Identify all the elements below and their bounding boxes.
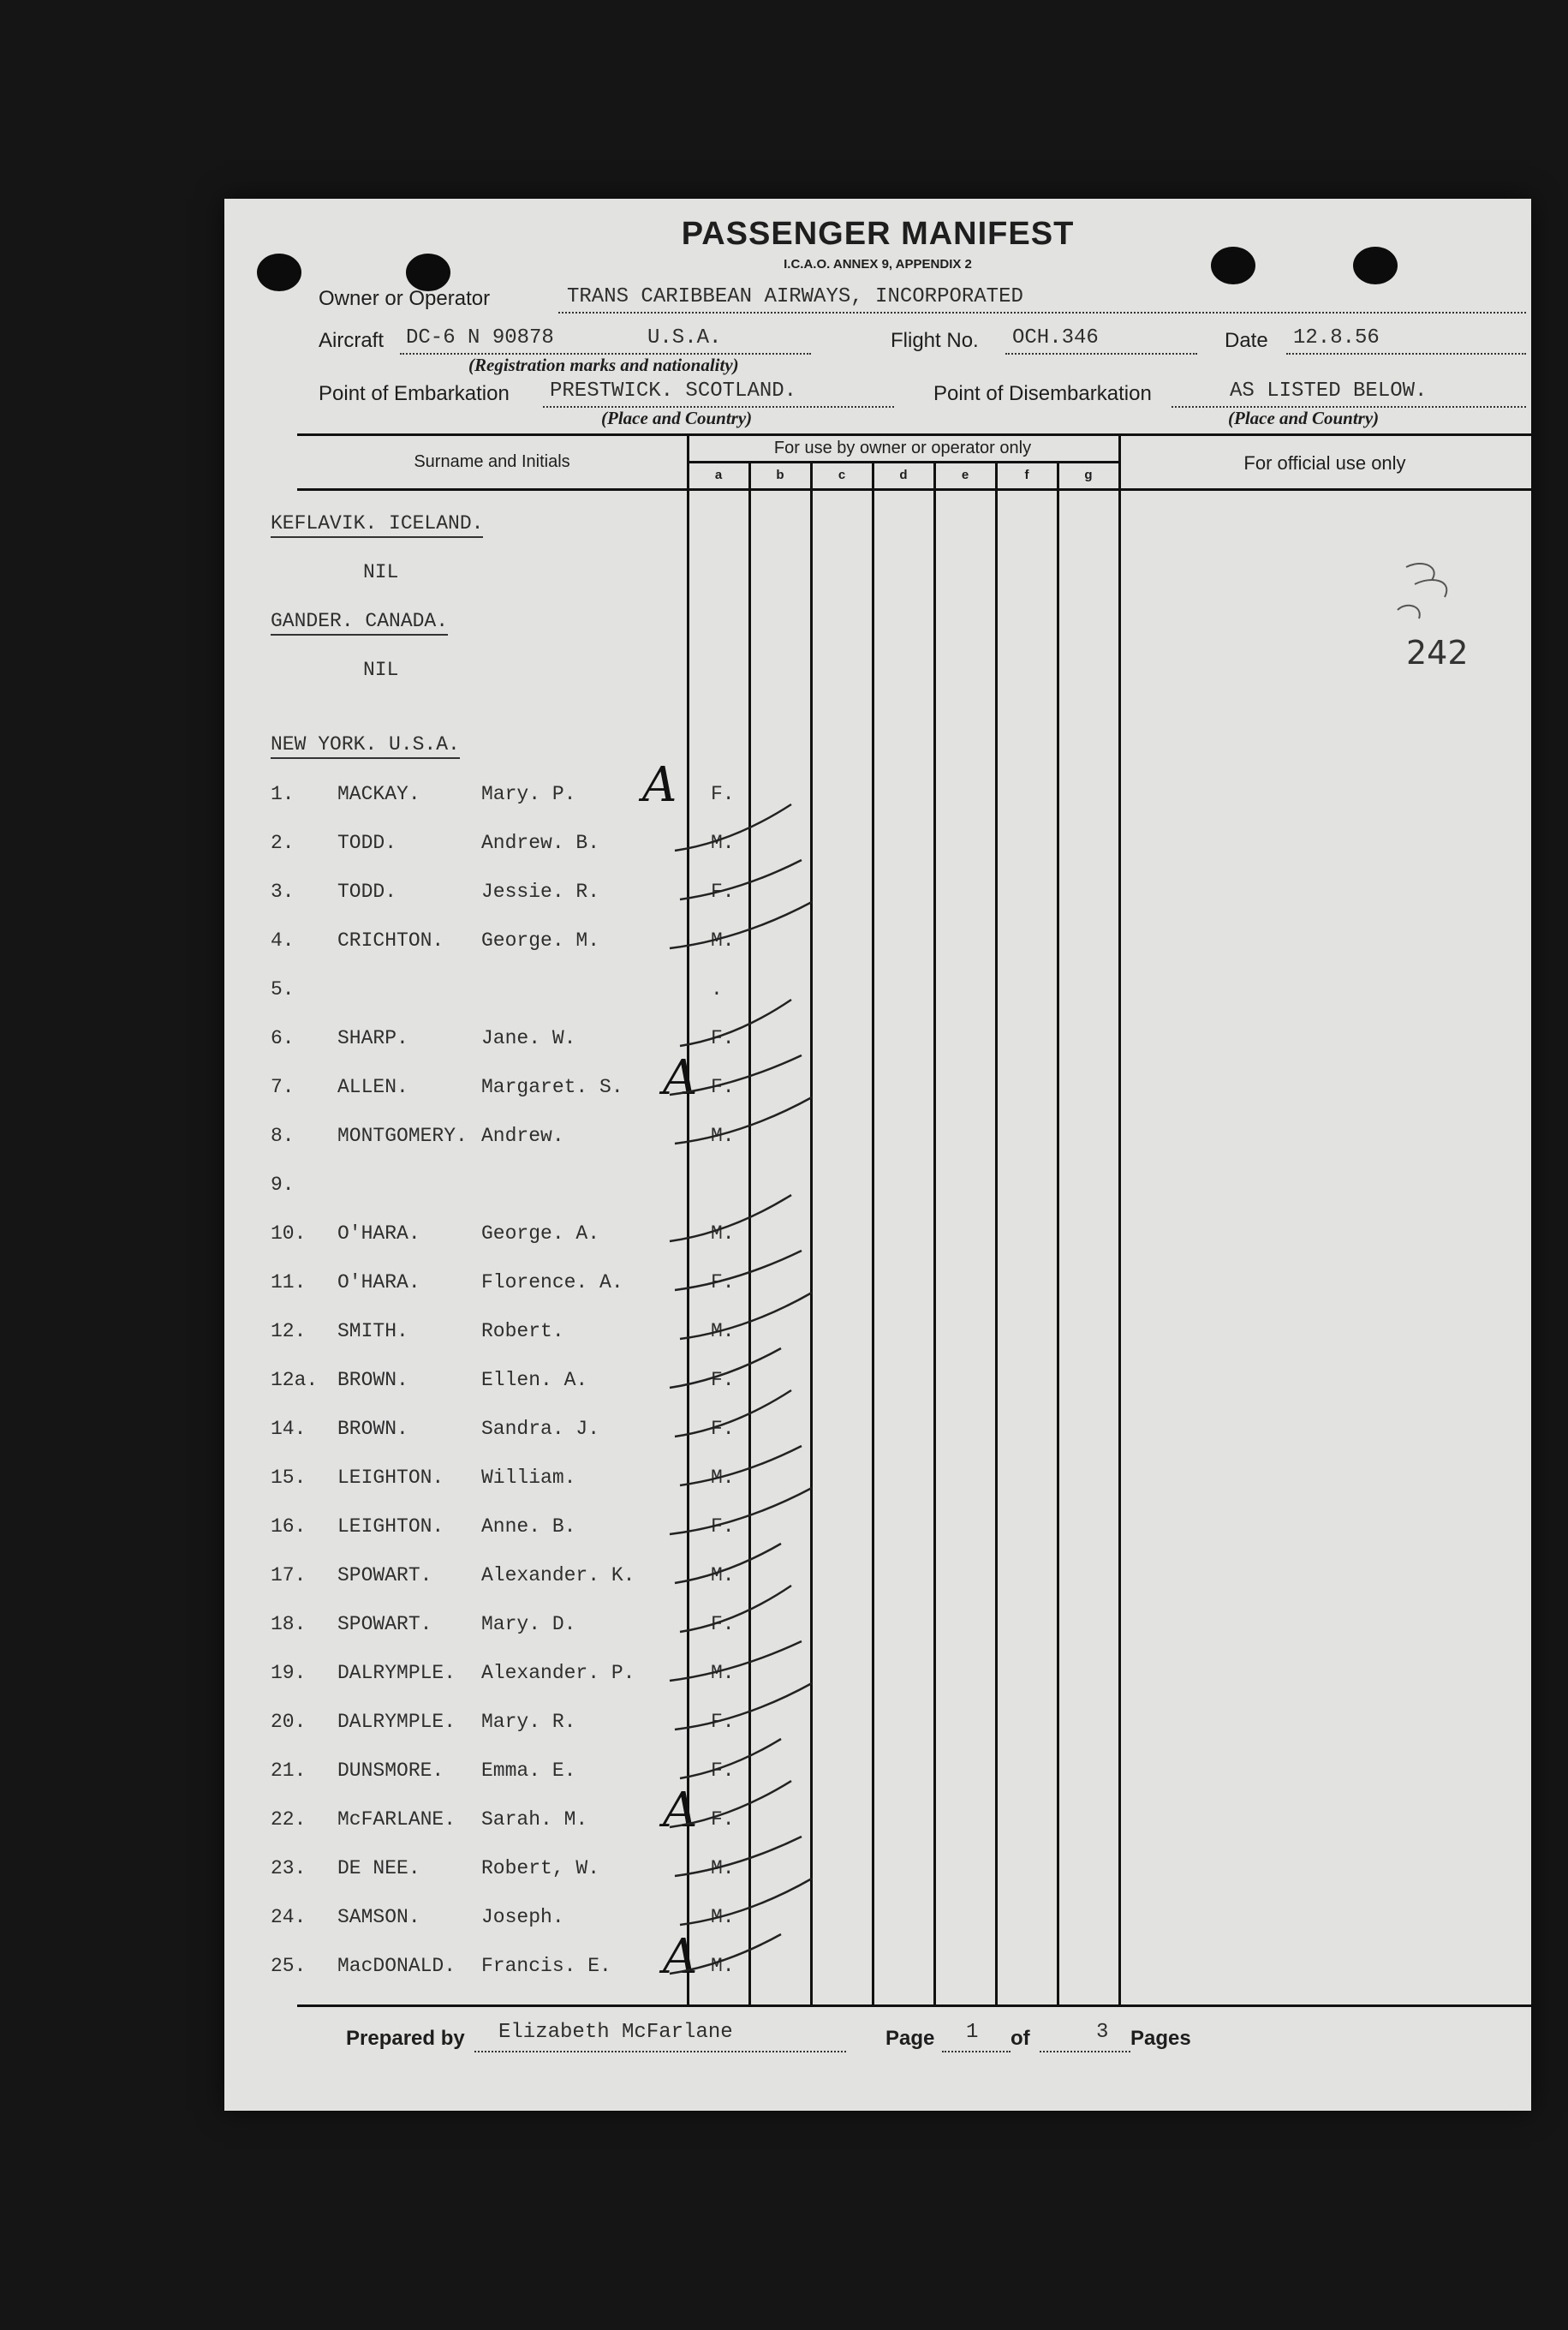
row-given-names: Mary. D. bbox=[481, 1613, 576, 1635]
section-note: NIL bbox=[363, 561, 399, 583]
row-surname: TODD. bbox=[337, 832, 397, 854]
row-sex: F. bbox=[711, 1759, 735, 1782]
disembark-value: AS LISTED BELOW. bbox=[1230, 379, 1428, 403]
owner-column-header: b bbox=[776, 468, 784, 482]
check-stroke bbox=[670, 1781, 791, 1827]
row-surname: LEIGHTON. bbox=[337, 1515, 444, 1538]
row-given-names: Robert, W. bbox=[481, 1857, 600, 1879]
row-number: 11. bbox=[271, 1271, 307, 1293]
owner-use-header: For use by owner or operator only bbox=[773, 439, 1032, 457]
row-sex: M. bbox=[711, 1467, 735, 1489]
row-given-names: Florence. A. bbox=[481, 1271, 623, 1293]
owner-column-header: e bbox=[961, 468, 969, 482]
row-surname: TODD. bbox=[337, 881, 397, 903]
owner-column-header: c bbox=[838, 468, 846, 482]
row-number: 20. bbox=[271, 1711, 307, 1733]
check-stroke bbox=[680, 1000, 791, 1046]
row-number: 18. bbox=[271, 1613, 307, 1635]
row-number: 21. bbox=[271, 1759, 307, 1782]
check-stroke bbox=[670, 1055, 802, 1095]
form-title: PASSENGER MANIFEST bbox=[681, 216, 1075, 252]
owner-value: TRANS CARIBBEAN AIRWAYS, INCORPORATED bbox=[567, 285, 1023, 308]
check-stroke bbox=[680, 1586, 791, 1632]
row-sex: M. bbox=[711, 1320, 735, 1342]
registration-caption: (Registration marks and nationality) bbox=[468, 355, 739, 375]
owner-column-header: g bbox=[1084, 468, 1093, 482]
page-label: Page bbox=[885, 2027, 935, 2050]
row-sex: M. bbox=[711, 1906, 735, 1928]
check-stroke bbox=[675, 1683, 812, 1730]
manifest-page bbox=[224, 199, 1531, 2111]
row-sex: F. bbox=[711, 1613, 735, 1635]
row-number: 8. bbox=[271, 1125, 295, 1147]
row-given-names: Andrew. bbox=[481, 1125, 564, 1147]
row-number: 4. bbox=[271, 929, 295, 952]
row-sex: . bbox=[711, 978, 723, 1001]
row-surname: DE NEE. bbox=[337, 1857, 420, 1879]
handwritten-mark: A bbox=[642, 757, 677, 813]
section-heading: NEW YORK. U.S.A. bbox=[271, 733, 460, 759]
row-surname: MacDONALD. bbox=[337, 1955, 456, 1977]
row-number: 25. bbox=[271, 1955, 307, 1977]
row-number: 2. bbox=[271, 832, 295, 854]
disembark-caption: (Place and Country) bbox=[1228, 408, 1380, 428]
row-number: 9. bbox=[271, 1174, 295, 1196]
row-surname: SMITH. bbox=[337, 1320, 408, 1342]
row-number: 7. bbox=[271, 1076, 295, 1098]
page-value: 1 bbox=[966, 2021, 979, 2044]
row-sex: M. bbox=[711, 1857, 735, 1879]
row-number: 12. bbox=[271, 1320, 307, 1342]
row-surname: McFARLANE. bbox=[337, 1808, 456, 1831]
row-sex: F. bbox=[711, 1808, 735, 1831]
row-number: 3. bbox=[271, 881, 295, 903]
check-stroke bbox=[670, 1934, 781, 1974]
check-stroke bbox=[680, 1739, 781, 1778]
check-stroke bbox=[675, 804, 791, 851]
row-sex: F. bbox=[711, 1027, 735, 1049]
embark-caption: (Place and Country) bbox=[601, 408, 753, 428]
of-label: of bbox=[1011, 2027, 1030, 2050]
row-number: 17. bbox=[271, 1564, 307, 1586]
section-heading: GANDER. CANADA. bbox=[271, 610, 448, 636]
prepared-value: Elizabeth McFarlane bbox=[498, 2021, 733, 2044]
row-sex: M. bbox=[711, 1662, 735, 1684]
row-number: 24. bbox=[271, 1906, 307, 1928]
row-given-names: George. A. bbox=[481, 1222, 600, 1245]
check-stroke bbox=[670, 1348, 781, 1388]
check-stroke bbox=[675, 1251, 802, 1290]
name-column-header: Surname and Initials bbox=[414, 452, 570, 471]
row-sex: M. bbox=[711, 1125, 735, 1147]
check-stroke bbox=[670, 1641, 802, 1681]
aircraft-nationality: U.S.A. bbox=[647, 326, 722, 350]
row-surname: BROWN. bbox=[337, 1418, 408, 1440]
row-sex: M. bbox=[711, 832, 735, 854]
check-stroke bbox=[670, 1488, 812, 1534]
row-surname: DALRYMPLE. bbox=[337, 1711, 456, 1733]
row-sex: F. bbox=[711, 1369, 735, 1391]
prepared-label: Prepared by bbox=[346, 2027, 465, 2050]
check-stroke bbox=[680, 1446, 802, 1485]
row-number: 12a. bbox=[271, 1369, 319, 1391]
row-surname: SHARP. bbox=[337, 1027, 408, 1049]
row-given-names: Anne. B. bbox=[481, 1515, 576, 1538]
row-sex: M. bbox=[711, 1222, 735, 1245]
pencil-scribble bbox=[1372, 559, 1475, 636]
row-given-names: Mary. P. bbox=[481, 783, 576, 805]
row-given-names: George. M. bbox=[481, 929, 600, 952]
embark-label: Point of Embarkation bbox=[319, 382, 510, 405]
official-use-header: For official use only bbox=[1243, 452, 1406, 474]
owner-column-header: f bbox=[1024, 468, 1029, 482]
owner-column-header: a bbox=[714, 468, 723, 482]
row-number: 16. bbox=[271, 1515, 307, 1538]
owner-column-header: d bbox=[899, 468, 908, 482]
check-strokes bbox=[224, 199, 1531, 2111]
row-number: 15. bbox=[271, 1467, 307, 1489]
row-sex: M. bbox=[711, 1955, 735, 1977]
row-given-names: Francis. E. bbox=[481, 1955, 611, 1977]
row-sex: F. bbox=[711, 1711, 735, 1733]
row-given-names: Mary. R. bbox=[481, 1711, 576, 1733]
disembark-label: Point of Disembarkation bbox=[933, 382, 1152, 405]
of-value: 3 bbox=[1096, 2021, 1109, 2044]
row-given-names: Alexander. P. bbox=[481, 1662, 635, 1684]
check-stroke bbox=[675, 1544, 781, 1583]
check-stroke bbox=[675, 1390, 791, 1437]
row-surname: MONTGOMERY. bbox=[337, 1125, 468, 1147]
row-surname: SAMSON. bbox=[337, 1906, 420, 1928]
row-given-names: Sarah. M. bbox=[481, 1808, 588, 1831]
row-sex: M. bbox=[711, 1564, 735, 1586]
row-given-names: Emma. E. bbox=[481, 1759, 576, 1782]
row-number: 10. bbox=[271, 1222, 307, 1245]
embark-value: PRESTWICK. SCOTLAND. bbox=[550, 379, 797, 403]
aircraft-label: Aircraft bbox=[319, 329, 385, 352]
row-number: 23. bbox=[271, 1857, 307, 1879]
row-given-names: Sandra. J. bbox=[481, 1418, 600, 1440]
owner-label: Owner or Operator bbox=[319, 287, 491, 310]
check-stroke bbox=[675, 1837, 802, 1876]
row-surname: O'HARA. bbox=[337, 1271, 420, 1293]
flight-value: OCH.346 bbox=[1012, 326, 1099, 350]
row-surname: DUNSMORE. bbox=[337, 1759, 444, 1782]
row-given-names: William. bbox=[481, 1467, 576, 1489]
check-stroke bbox=[675, 1097, 812, 1144]
pages-label: Pages bbox=[1130, 2027, 1191, 2050]
row-given-names: Jane. W. bbox=[481, 1027, 576, 1049]
check-stroke bbox=[670, 902, 812, 948]
row-given-names: Jessie. R. bbox=[481, 881, 600, 903]
row-surname: O'HARA. bbox=[337, 1222, 420, 1245]
row-surname: MACKAY. bbox=[337, 783, 420, 805]
row-surname: SPOWART. bbox=[337, 1564, 432, 1586]
handwritten-mark: A bbox=[663, 1929, 698, 1985]
row-surname: LEIGHTON. bbox=[337, 1467, 444, 1489]
row-surname: CRICHTON. bbox=[337, 929, 444, 952]
date-label: Date bbox=[1225, 329, 1268, 352]
row-sex: F. bbox=[711, 783, 735, 805]
row-surname: DALRYMPLE. bbox=[337, 1662, 456, 1684]
check-stroke bbox=[670, 1195, 791, 1241]
date-value: 12.8.56 bbox=[1293, 326, 1380, 350]
check-stroke bbox=[680, 1293, 812, 1339]
row-given-names: Andrew. B. bbox=[481, 832, 600, 854]
check-stroke bbox=[680, 1879, 812, 1925]
row-sex: F. bbox=[711, 1418, 735, 1440]
row-given-names: Robert. bbox=[481, 1320, 564, 1342]
handwritten-mark: A bbox=[663, 1783, 698, 1838]
row-number: 6. bbox=[271, 1027, 295, 1049]
section-note: NIL bbox=[363, 659, 399, 681]
row-given-names: Alexander. K. bbox=[481, 1564, 635, 1586]
handwritten-mark: A bbox=[663, 1050, 698, 1106]
row-number: 14. bbox=[271, 1418, 307, 1440]
check-stroke bbox=[680, 860, 802, 899]
row-sex: F. bbox=[711, 1076, 735, 1098]
row-sex: F. bbox=[711, 1515, 735, 1538]
section-heading: KEFLAVIK. ICELAND. bbox=[271, 512, 483, 538]
row-sex: F. bbox=[711, 1271, 735, 1293]
row-number: 5. bbox=[271, 978, 295, 1001]
row-number: 1. bbox=[271, 783, 295, 805]
row-number: 19. bbox=[271, 1662, 307, 1684]
official-note: 242 bbox=[1406, 634, 1469, 672]
form-subtitle: I.C.A.O. ANNEX 9, APPENDIX 2 bbox=[784, 257, 972, 272]
row-number: 22. bbox=[271, 1808, 307, 1831]
row-surname: ALLEN. bbox=[337, 1076, 408, 1098]
row-given-names: Joseph. bbox=[481, 1906, 564, 1928]
row-given-names: Margaret. S. bbox=[481, 1076, 623, 1098]
row-sex: M. bbox=[711, 929, 735, 952]
row-sex: F. bbox=[711, 881, 735, 903]
row-given-names: Ellen. A. bbox=[481, 1369, 588, 1391]
row-surname: SPOWART. bbox=[337, 1613, 432, 1635]
aircraft-value: DC-6 N 90878 bbox=[406, 326, 554, 350]
row-surname: BROWN. bbox=[337, 1369, 408, 1391]
flight-label: Flight No. bbox=[891, 329, 979, 352]
